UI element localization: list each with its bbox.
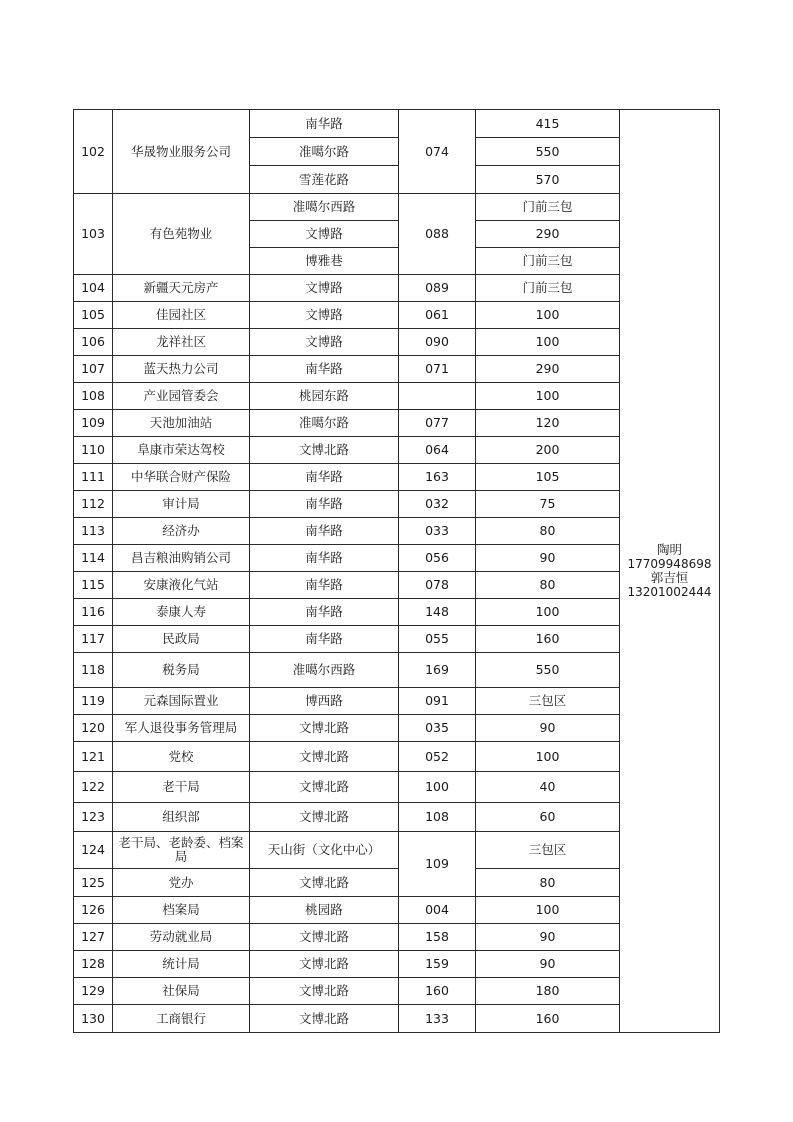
unit-name: 劳动就业局 — [113, 924, 250, 951]
unit-name: 档案局 — [113, 897, 250, 924]
quantity: 120 — [476, 410, 620, 437]
quantity: 160 — [476, 626, 620, 653]
row-number: 113 — [74, 518, 113, 545]
unit-name: 泰康人寿 — [113, 599, 250, 626]
unit-name: 蓝天热力公司 — [113, 356, 250, 383]
road-name: 博西路 — [250, 688, 399, 715]
unit-name: 佳园社区 — [113, 302, 250, 329]
unit-name: 经济办 — [113, 518, 250, 545]
row-number: 121 — [74, 742, 113, 772]
quantity: 415 — [476, 110, 620, 138]
road-name: 南华路 — [250, 626, 399, 653]
road-name: 南华路 — [250, 545, 399, 572]
road-name: 文博路 — [250, 221, 399, 248]
unit-name: 阜康市荣达驾校 — [113, 437, 250, 464]
row-number: 115 — [74, 572, 113, 599]
quantity: 105 — [476, 464, 620, 491]
road-name: 博雅巷 — [250, 248, 399, 275]
quantity: 100 — [476, 383, 620, 410]
area-code: 109 — [399, 832, 476, 897]
quantity: 门前三包 — [476, 248, 620, 275]
road-name: 南华路 — [250, 491, 399, 518]
area-code: 078 — [399, 572, 476, 599]
contact-phone-1: 17709948698 — [627, 557, 712, 571]
road-name: 南华路 — [250, 356, 399, 383]
quantity: 门前三包 — [476, 194, 620, 221]
unit-name: 党办 — [113, 869, 250, 897]
area-code: 064 — [399, 437, 476, 464]
unit-name: 中华联合财产保险 — [113, 464, 250, 491]
road-name: 文博路 — [250, 329, 399, 356]
row-number: 106 — [74, 329, 113, 356]
unit-name: 老干局、老龄委、档案局 — [113, 832, 250, 869]
row-number: 105 — [74, 302, 113, 329]
road-name: 文博北路 — [250, 924, 399, 951]
road-name: 文博路 — [250, 275, 399, 302]
area-code: 033 — [399, 518, 476, 545]
area-code: 160 — [399, 978, 476, 1005]
row-number: 125 — [74, 869, 113, 897]
area-code: 004 — [399, 897, 476, 924]
quantity: 门前三包 — [476, 275, 620, 302]
area-code: 158 — [399, 924, 476, 951]
row-number: 123 — [74, 803, 113, 832]
row-number: 129 — [74, 978, 113, 1005]
road-name: 文博北路 — [250, 742, 399, 772]
row-number: 119 — [74, 688, 113, 715]
area-code: 133 — [399, 1005, 476, 1033]
quantity: 550 — [476, 138, 620, 166]
area-code: 091 — [399, 688, 476, 715]
row-number: 118 — [74, 653, 113, 688]
quantity: 90 — [476, 924, 620, 951]
unit-name: 组织部 — [113, 803, 250, 832]
unit-name: 党校 — [113, 742, 250, 772]
road-name: 文博北路 — [250, 803, 399, 832]
road-name: 文博北路 — [250, 869, 399, 897]
quantity: 60 — [476, 803, 620, 832]
area-code: 055 — [399, 626, 476, 653]
road-name: 雪莲花路 — [250, 166, 399, 194]
contact-cell — [620, 110, 720, 1033]
area-code: 052 — [399, 742, 476, 772]
unit-name: 昌吉粮油购销公司 — [113, 545, 250, 572]
road-name: 准噶尔西路 — [250, 653, 399, 688]
quantity: 40 — [476, 772, 620, 803]
contact-phone-2: 13201002444 — [627, 585, 712, 599]
road-name: 文博北路 — [250, 715, 399, 742]
row-number: 122 — [74, 772, 113, 803]
road-name: 文博北路 — [250, 437, 399, 464]
unit-name: 民政局 — [113, 626, 250, 653]
quantity: 100 — [476, 599, 620, 626]
area-code: 163 — [399, 464, 476, 491]
row-number: 103 — [74, 194, 113, 275]
quantity: 100 — [476, 742, 620, 772]
unit-name: 军人退役事务管理局 — [113, 715, 250, 742]
unit-name: 老干局 — [113, 772, 250, 803]
row-number: 111 — [74, 464, 113, 491]
road-name: 文博北路 — [250, 1005, 399, 1033]
quantity: 160 — [476, 1005, 620, 1033]
area-code: 056 — [399, 545, 476, 572]
area-code: 100 — [399, 772, 476, 803]
area-code: 074 — [399, 110, 476, 194]
row-number: 110 — [74, 437, 113, 464]
road-name: 南华路 — [250, 110, 399, 138]
road-name: 天山街（文化中心） — [250, 832, 399, 869]
unit-name: 安康液化气站 — [113, 572, 250, 599]
row-number: 120 — [74, 715, 113, 742]
area-code: 035 — [399, 715, 476, 742]
road-name: 准噶尔路 — [250, 138, 399, 166]
assignment-table — [73, 109, 720, 1033]
row-number: 114 — [74, 545, 113, 572]
area-code: 148 — [399, 599, 476, 626]
row-number: 104 — [74, 275, 113, 302]
quantity: 80 — [476, 572, 620, 599]
unit-name: 龙祥社区 — [113, 329, 250, 356]
quantity: 180 — [476, 978, 620, 1005]
quantity: 75 — [476, 491, 620, 518]
road-name: 桃园路 — [250, 897, 399, 924]
unit-name: 新疆天元房产 — [113, 275, 250, 302]
quantity: 200 — [476, 437, 620, 464]
area-code — [399, 383, 476, 410]
road-name: 桃园东路 — [250, 383, 399, 410]
unit-name: 统计局 — [113, 951, 250, 978]
row-number: 112 — [74, 491, 113, 518]
row-number: 117 — [74, 626, 113, 653]
row-number: 126 — [74, 897, 113, 924]
unit-name: 天池加油站 — [113, 410, 250, 437]
unit-name: 工商银行 — [113, 1005, 250, 1033]
row-number: 130 — [74, 1005, 113, 1033]
row-number: 127 — [74, 924, 113, 951]
road-name: 准噶尔西路 — [250, 194, 399, 221]
quantity: 三包区 — [476, 832, 620, 869]
quantity: 80 — [476, 869, 620, 897]
road-name: 南华路 — [250, 599, 399, 626]
road-name: 南华路 — [250, 518, 399, 545]
road-name: 南华路 — [250, 572, 399, 599]
quantity: 100 — [476, 302, 620, 329]
contact-name-1: 陶明 — [656, 542, 682, 557]
unit-name: 元森国际置业 — [113, 688, 250, 715]
quantity: 100 — [476, 897, 620, 924]
road-name: 文博路 — [250, 302, 399, 329]
area-code: 088 — [399, 194, 476, 275]
unit-name: 税务局 — [113, 653, 250, 688]
quantity: 550 — [476, 653, 620, 688]
area-code: 071 — [399, 356, 476, 383]
row-number: 108 — [74, 383, 113, 410]
unit-name: 审计局 — [113, 491, 250, 518]
contact-name-2: 郭吉恒 — [650, 570, 689, 585]
road-name: 文博北路 — [250, 951, 399, 978]
quantity: 90 — [476, 545, 620, 572]
quantity: 100 — [476, 329, 620, 356]
quantity: 90 — [476, 951, 620, 978]
quantity: 三包区 — [476, 688, 620, 715]
row-number: 102 — [74, 110, 113, 194]
area-code: 090 — [399, 329, 476, 356]
area-code: 061 — [399, 302, 476, 329]
unit-name: 有色苑物业 — [113, 194, 250, 275]
road-name: 文博北路 — [250, 978, 399, 1005]
unit-name: 华晟物业服务公司 — [113, 110, 250, 194]
row-number: 116 — [74, 599, 113, 626]
road-name: 南华路 — [250, 464, 399, 491]
area-code: 169 — [399, 653, 476, 688]
area-code: 032 — [399, 491, 476, 518]
row-number: 107 — [74, 356, 113, 383]
road-name: 文博北路 — [250, 772, 399, 803]
quantity: 80 — [476, 518, 620, 545]
row-number: 109 — [74, 410, 113, 437]
row-number: 128 — [74, 951, 113, 978]
area-code: 077 — [399, 410, 476, 437]
area-code: 159 — [399, 951, 476, 978]
area-code: 089 — [399, 275, 476, 302]
unit-name: 产业园管委会 — [113, 383, 250, 410]
quantity: 290 — [476, 221, 620, 248]
area-code: 108 — [399, 803, 476, 832]
road-name: 准噶尔路 — [250, 410, 399, 437]
quantity: 290 — [476, 356, 620, 383]
table-row — [74, 110, 720, 138]
unit-name: 社保局 — [113, 978, 250, 1005]
quantity: 90 — [476, 715, 620, 742]
quantity: 570 — [476, 166, 620, 194]
row-number: 124 — [74, 832, 113, 869]
